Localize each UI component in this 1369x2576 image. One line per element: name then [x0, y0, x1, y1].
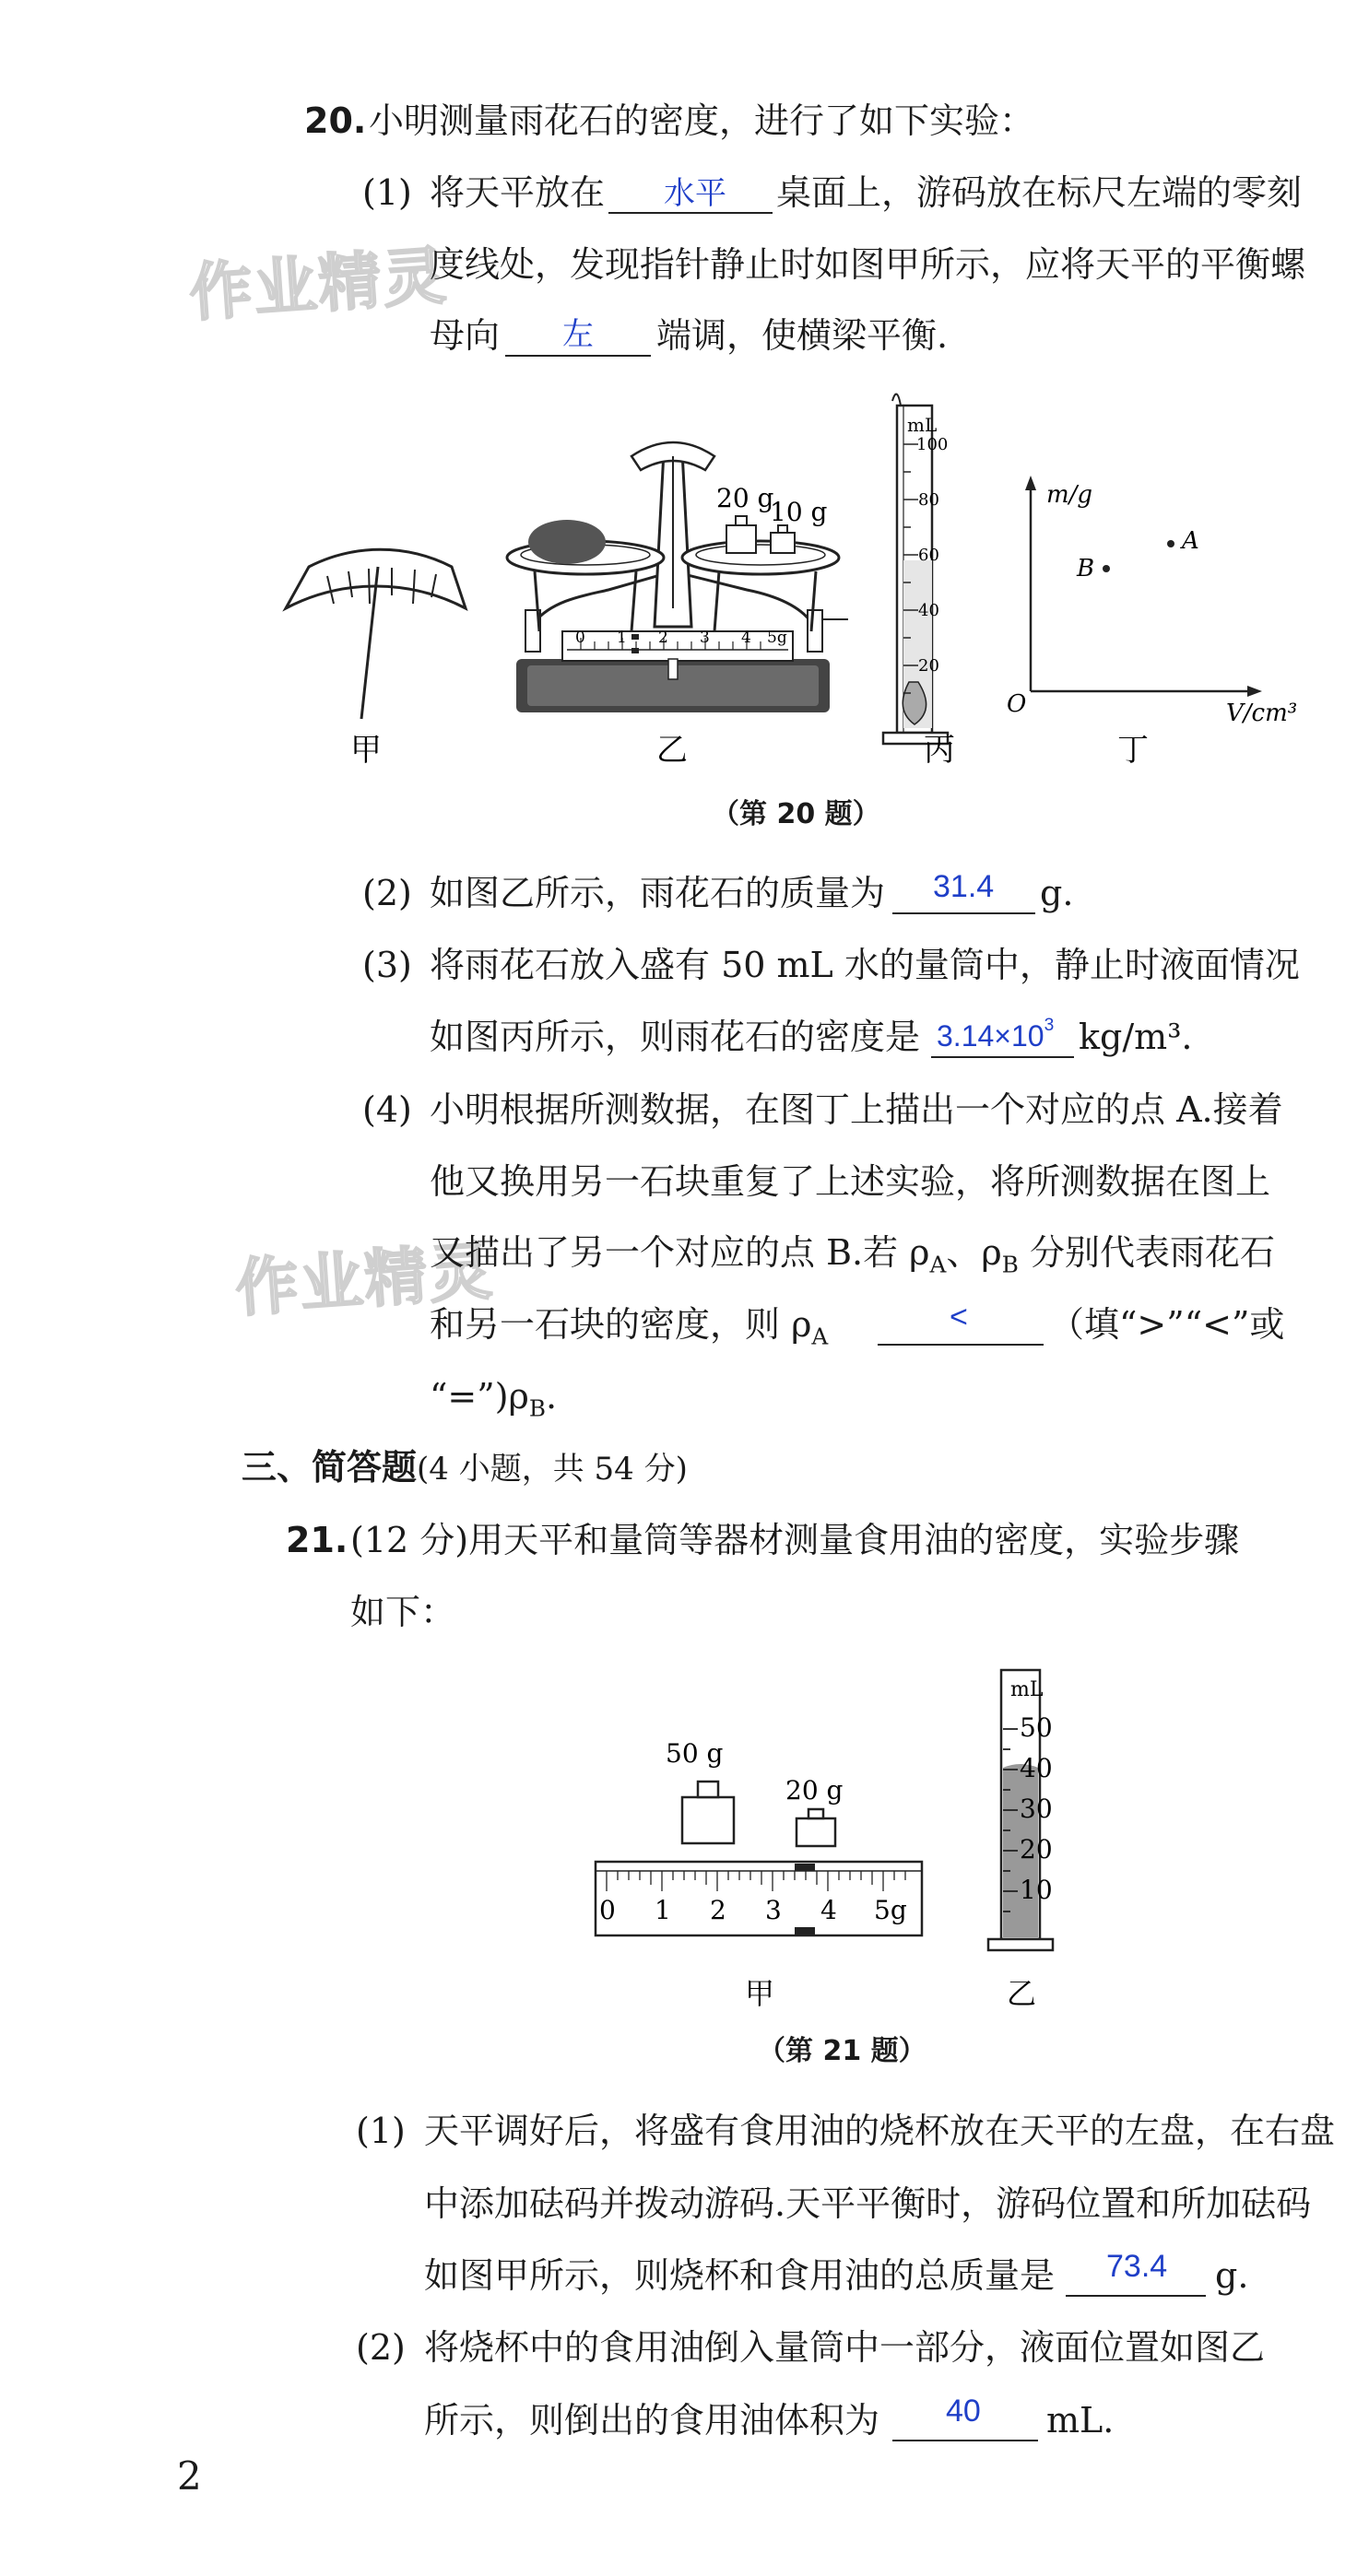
q20-p3-text-c: kg/m³.: [1079, 1017, 1193, 1057]
q21-text-a: (12 分)用天平和量筒等器材测量食用油的密度，实验步骤: [350, 1520, 1240, 1560]
scale-label: 4: [820, 1895, 837, 1925]
balance-scale-label: 2: [658, 629, 668, 647]
balance-figure: [507, 442, 848, 712]
answer-text: 40: [946, 2394, 981, 2429]
answer-text: 73.4: [1106, 2249, 1168, 2284]
q21-p2-text-a: 将烧杯中的食用油倒入量筒中一部分，液面位置如图乙: [424, 2327, 1266, 2368]
weight-20g-label: 20 g: [716, 483, 774, 513]
q20-p4-text-b: 他又换用另一石块重复了上述实验，将所测数据在图上: [430, 1161, 1271, 1202]
oil-cylinder-figure: [988, 1670, 1053, 1950]
answer-blank: [892, 912, 1035, 914]
figure-21-caption: （第 21 题）: [758, 2035, 926, 2067]
cylinder-tick: 60: [918, 546, 939, 565]
figure-label: 甲: [745, 1976, 775, 2011]
q21-p2-text-c: mL.: [1046, 2400, 1115, 2441]
q20-p4-text-c: 又描出了另一个对应的点 B.若 $\rho_A$、$\rho_B$ 分别代表雨花石: [430, 1232, 1275, 1278]
figure-label: 甲: [350, 732, 382, 769]
answer-text: 31.4: [933, 869, 995, 904]
graph-origin: O: [1007, 690, 1027, 718]
q20-p1-text-e: 端调，使横梁平衡.: [656, 315, 949, 356]
scale-label: 2: [710, 1895, 726, 1925]
figure-20: [258, 378, 1346, 783]
q20-p3-num: (3): [362, 945, 412, 985]
cylinder-unit: mL: [1010, 1678, 1044, 1701]
graph-y-label: m/g: [1046, 481, 1093, 509]
weight-10g-label: 10 g: [770, 497, 828, 527]
answer-text: 水平: [664, 176, 726, 211]
answer-text: 左: [562, 317, 594, 352]
cylinder-tick: 20: [1020, 1834, 1053, 1864]
weight-20g-label: 20 g: [785, 1775, 844, 1806]
q21-p2-num: (2): [356, 2327, 406, 2368]
cylinder-tick: 50: [1020, 1712, 1053, 1743]
balance-scale-label: 3: [700, 629, 710, 647]
q21-p1-text-a: 天平调好后，将盛有食用油的烧杯放在天平的左盘，在右盘: [424, 2111, 1336, 2151]
section-3-title: 三、简答题(4 小题，共 54 分): [242, 1447, 688, 1488]
graph-x-label: V/cm³: [1226, 700, 1298, 727]
weight-50g-label: 50 g: [666, 1738, 724, 1769]
q20-p2-text-b: g.: [1040, 873, 1074, 913]
balance-scale-label: 1: [617, 629, 627, 647]
q21-text-b: 如下：: [350, 1592, 456, 1632]
cylinder-tick: 10: [1020, 1875, 1053, 1905]
q21-p1-num: (1): [356, 2111, 406, 2151]
q21-p1-text-b: 中添加砝码并拨动游码.天平平衡时，游码位置和所加砝码: [424, 2183, 1312, 2224]
q20-p3-text-a: 将雨花石放入盛有 50 mL 水的量筒中，静止时液面情况: [430, 945, 1300, 985]
answer-text: [937, 1016, 1055, 1053]
figure-label: 丁: [1117, 732, 1149, 769]
q20-p2-text-a: 如图乙所示，雨花石的质量为: [430, 873, 886, 913]
q20-stem: 小明测量雨花石的密度，进行了如下实验：: [369, 100, 1035, 141]
watermark: 作业精灵: [233, 1235, 496, 1326]
scale-label: 5g: [874, 1895, 907, 1925]
figure-label: 丙: [924, 732, 955, 769]
q20-p4-text-e: “$=”)\rho_B$.: [430, 1376, 558, 1422]
q20-p1-text-d: 母向: [430, 315, 501, 356]
q20-p2-num: (2): [362, 873, 412, 913]
point-a-label: A: [1182, 527, 1199, 555]
mass-volume-graph: [1007, 476, 1297, 727]
weights-and-rider-figure: [596, 1738, 922, 1935]
scale-label: 0: [599, 1895, 616, 1925]
q20-p1-text-c: 度线处，发现指针静止时如图甲所示，应将天平的平衡螺: [430, 244, 1306, 285]
q21-number: 21.: [286, 1520, 348, 1560]
cylinder-tick: 40: [1020, 1753, 1053, 1783]
figure-20-caption: （第 20 题）: [712, 798, 880, 830]
q20-p4-text-a: 小明根据所测数据，在图丁上描出一个对应的点 A.接着: [430, 1089, 1283, 1130]
figure-label: 乙: [656, 732, 688, 769]
answer-blank: [505, 355, 651, 357]
pointer-dial-figure: [286, 549, 466, 719]
q21-p1-text-d: g.: [1215, 2255, 1249, 2296]
cylinder-unit: mL: [907, 414, 938, 436]
watermark: 作业精灵: [187, 240, 450, 331]
graduated-cylinder-figure: [883, 394, 948, 744]
q20-p1-text-b: 桌面上，游码放在标尺左端的零刻: [776, 172, 1303, 213]
q20-p4-num: (4): [362, 1089, 412, 1130]
cylinder-tick: 20: [918, 656, 939, 676]
scale-label: 3: [765, 1895, 782, 1925]
answer-text: <: [950, 1300, 968, 1335]
cylinder-tick: 80: [918, 490, 939, 510]
answer-exponent: 3: [1044, 1016, 1055, 1035]
answer-base: 3.14×10: [937, 1019, 1044, 1053]
cylinder-tick: 40: [918, 601, 939, 620]
answer-blank: [878, 1344, 1044, 1346]
q20-p4-text-d-end: （填“>”“<”或: [1049, 1304, 1285, 1345]
answer-blank: [931, 1056, 1074, 1058]
answer-blank: [1066, 2295, 1206, 2297]
page-number: 2: [177, 2453, 202, 2499]
balance-scale-label: 0: [575, 629, 585, 647]
cylinder-tick: 100: [916, 435, 949, 454]
q20-p3-text-b: 如图丙所示，则雨花石的密度是: [430, 1017, 921, 1057]
figure-label: 乙: [1007, 1976, 1037, 2011]
q20-p4-text-d: 和另一石块的密度，则 $\rho_A$: [430, 1304, 829, 1350]
q21-p2-text-b: 所示，则倒出的食用油体积为: [424, 2400, 880, 2441]
answer-blank: [892, 2440, 1038, 2441]
balance-scale-label: 5g: [767, 629, 787, 647]
point-b-label: B: [1077, 555, 1095, 582]
cylinder-tick: 30: [1020, 1794, 1053, 1824]
figure-21: [581, 1659, 1134, 2028]
scale-label: 1: [655, 1895, 671, 1925]
q21-p1-text-c: 如图甲所示，则烧杯和食用油的总质量是: [424, 2255, 1056, 2296]
point-a: [1167, 540, 1174, 547]
q20-number: 20.: [304, 100, 367, 141]
balance-scale-label: 4: [741, 629, 751, 647]
q20-p1-num: (1): [362, 172, 412, 213]
point-b: [1103, 565, 1110, 572]
q20-p1-text-a: 将天平放在: [430, 172, 606, 213]
